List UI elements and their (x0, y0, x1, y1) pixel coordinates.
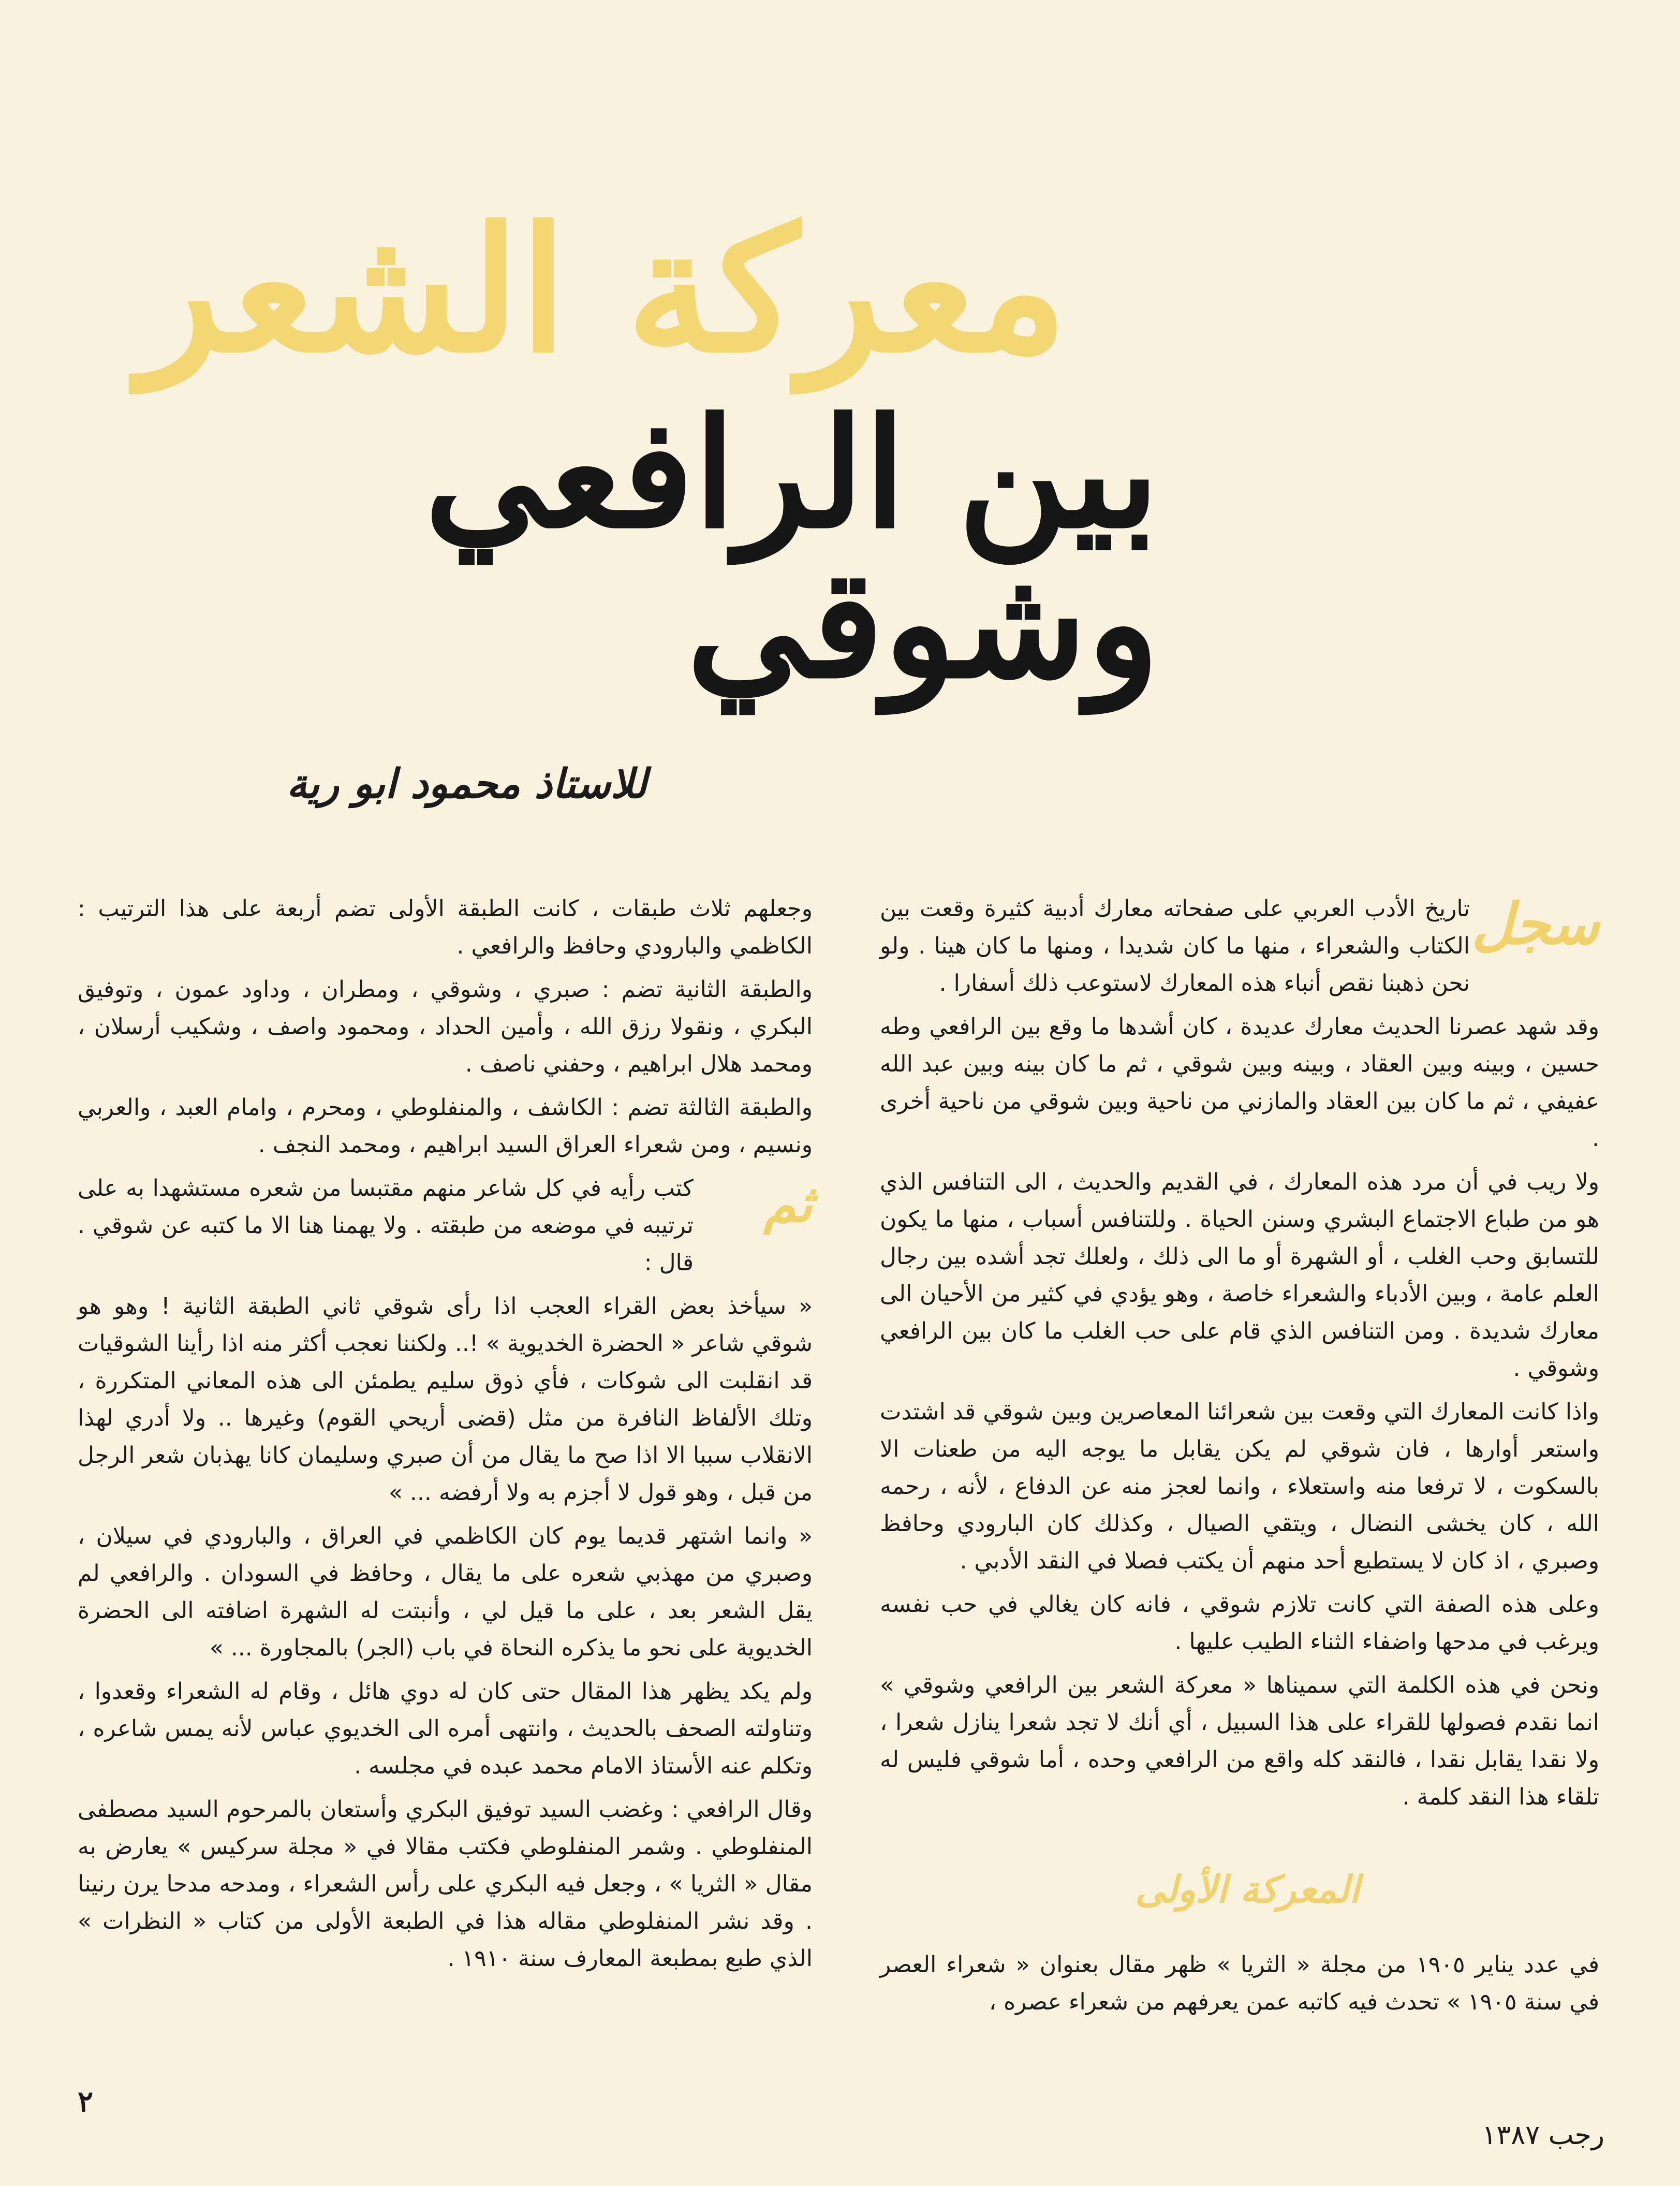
issue-date: رجب ١٣٨٧ (1482, 2120, 1604, 2151)
paragraph: وقد شهد عصرنا الحديث معارك عديدة ، كان أشدها ما وقع بين الرافعي وطه حسين ، وبينه وبين العقاد ، وبينه وبين شوقي ، ثم ما كان بينه وبين عبد الله عفيفي ، ثم ما كان بين العقاد والمازني من ناحية وبين شوقي من ناحية أخرى . (880, 1014, 1599, 1152)
paragraph: ولم يكد يظهر هذا المقال حتى كان له دوي هائل ، وقام له الشعراء وقعدوا ، وتناولته الصحف بالحديث ، وانتهى أمره الى الخديوي عباس لأنه يمس شاعره ، وتكلم عنه الأستاذ الامام محمد عبده في مجلسه . (78, 1678, 813, 1779)
paragraph: وجعلهم ثلاث طبقات ، كانت الطبقة الأولى تضم أربعة على هذا الترتيب : الكاظمي والبارودي وحافظ والرافعي . (78, 896, 813, 959)
left-column (78, 890, 813, 2071)
paragraph: « وانما اشتهر قديما يوم كان الكاظمي في العراق ، والبارودي في سيلان ، وصبري من مهذبي شعره على ما يقال ، وحافظ في السودان . والرافعي لم يقل الشعر بعد ، على ما قيل لي ، وأنبتت له الشهرة اضافته الى الحضرة الخديوية على نحو ما يذكره النحاة في باب (الجر) بالمجاورة ... » (78, 1523, 813, 1661)
page-number: ٢ (78, 2085, 94, 2119)
paragraph: في عدد يناير ١٩٠٥ من مجلة « الثريا » ظهر مقال بعنوان « شعراء العصر في سنة ١٩٠٥ » تحدث فيه كاتبه عمن يعرفهم من شعراء عصره ، (880, 1952, 1600, 2015)
paragraph: ونحن في هذه الكلمة التي سميناها « معركة الشعر بين الرافعي وشوقي » انما نقدم فصولها للقراء على هذا السبيل ، أي أنك لا تجد شعرا ينازل شعرا ، ولا نقدا يقابل نقدا ، فالنقد كله واقع من الرافعي وحده ، أما شوقي فليس له تلقاء هذا النقد كلمة . (880, 1672, 1599, 1810)
paragraph: والطبقة الثالثة تضم : الكاشف ، والمنفلوطي ، ومحرم ، وامام العبد ، والعربي ونسيم ، ومن شعراء العراق السيد ابراهيم ، ومحمد النجف . (78, 1094, 813, 1158)
paragraph: تاريخ الأدب العربي على صفحاته معارك أدبية كثيرة وقعت بين الكتاب والشعراء ، منها ما كان شديدا ، ومنها ما كان هينا . ولو نحن ذهبنا نقص أنباء هذه المعارك لاستوعب ذلك أسفارا . (880, 896, 1470, 996)
paragraph: والطبقة الثانية تضم : صبري ، وشوقي ، ومطران ، وداود عمون ، وتوفيق البكري ، ونقولا رزق الله ، وأمين الحداد ، ومحمود واصف ، وشكيب أرسلان ، ومحمد هلال ابراهيم ، وحفني ناصف . (78, 976, 813, 1077)
paragraph: وقال الرافعي : وغضب السيد توفيق البكري وأستعان بالمرحوم السيد مصطفى المنفلوطي . وشمر المنفلوطي فكتب مقالا في « مجلة سركيس » يعارض به مقال « الثريا » ، وجعل فيه البكري على رأس الشعراء ، ومدحه مدحا يرن رنينا . وقد نشر المنفلوطي مقاله هذا في الطبعة الأولى من كتاب « النظرات » الذي طبع بمطبعة المعارف سنة ١٩١٠ . (78, 1796, 813, 1972)
paragraph: كتب رأيه في كل شاعر منهم مقتبسا من شعره مستشهدا به على ترتيبه في موضعه من طبقته . ولا يهمنا هنا الا ما كتبه عن شوقي . قال : (78, 1175, 694, 1276)
paragraph: وعلى هذه الصفة التي كانت تلازم شوقي ، فانه كان يغالي في حب نفسه ويرغب في مدحها واضفاء الثناء الطيب عليها . (880, 1591, 1599, 1655)
drop-word-left: ثم (763, 1173, 813, 1234)
title-line-2: بين الرافعي وشوقي (424, 386, 1159, 712)
paragraph: ولا ريب في أن مرد هذه المعارك ، في القديم والحديث ، الى التنافس الذي هو من طباع الاجتماع البشري وسنن الحياة . وللتنافس أسباب ، منها ما يكون للتسابق وحب الغلب ، أو الشهرة أو ما الى ذلك ، ولعلك تجد أشده بين رجال العلم عامة ، وبين الأدباء والشعراء خاصة ، وهو يؤدي في كثير من الأحيان الى معارك شديدة . ومن التنافس الذي قام على حب الغلب ما كان بين الرافعي وشوقي . (880, 1169, 1599, 1382)
right-column (880, 890, 1599, 1832)
author-byline: للاستاذ محمود ابو رية (286, 760, 647, 808)
section-paragraph-block (880, 1946, 1599, 2071)
section-heading: المعركة الأولى (1135, 1867, 1360, 1911)
article-title (72, 155, 1159, 712)
paragraph: واذا كانت المعارك التي وقعت بين شعرائنا المعاصرين وبين شوقي قد اشتدت واستعر أوارها ، فان شوقي لم يكن يقابل ما يوجه اليه من طعنات الا بالسكوت ، لا ترفعا منه واستعلاء ، وانما لعجز منه عن الدفاع ، لأنه ، رحمه الله ، كان يخشى النضال ، ويتقي الصيال ، وكذلك كان البارودي وحافظ وصبري ، اذ كان لا يستطيع أحد منهم أن يكتب فصلا في النقد الأدبي . (880, 1399, 1599, 1574)
drop-word-right: سجل (1471, 890, 1599, 957)
paragraph: « سيأخذ بعض القراء العجب اذا رأى شوقي ثاني الطبقة الثانية ! وهو هو شوقي شاعر « الحضرة الخديوية » !.. ولكننا نعجب أكثر منه اذا رأينا الشوقيات قد انقلبت الى شوكات ، فأي ذوق سليم يطمئن الى هذه المعاني المتكررة ، وتلك الألفاظ النافرة من مثل (قضى أريحي القوم) وغيرها .. ولا أدري لهذا الانقلاب سببا الا اذا صح ما يقال من أن صبري وسليمان كانا يهذبان شعر الرجل من قبل ، وهو قول لا أجزم به ولا أرفضه ... » (78, 1293, 813, 1506)
title-line-1: معركة الشعر (138, 189, 1068, 390)
